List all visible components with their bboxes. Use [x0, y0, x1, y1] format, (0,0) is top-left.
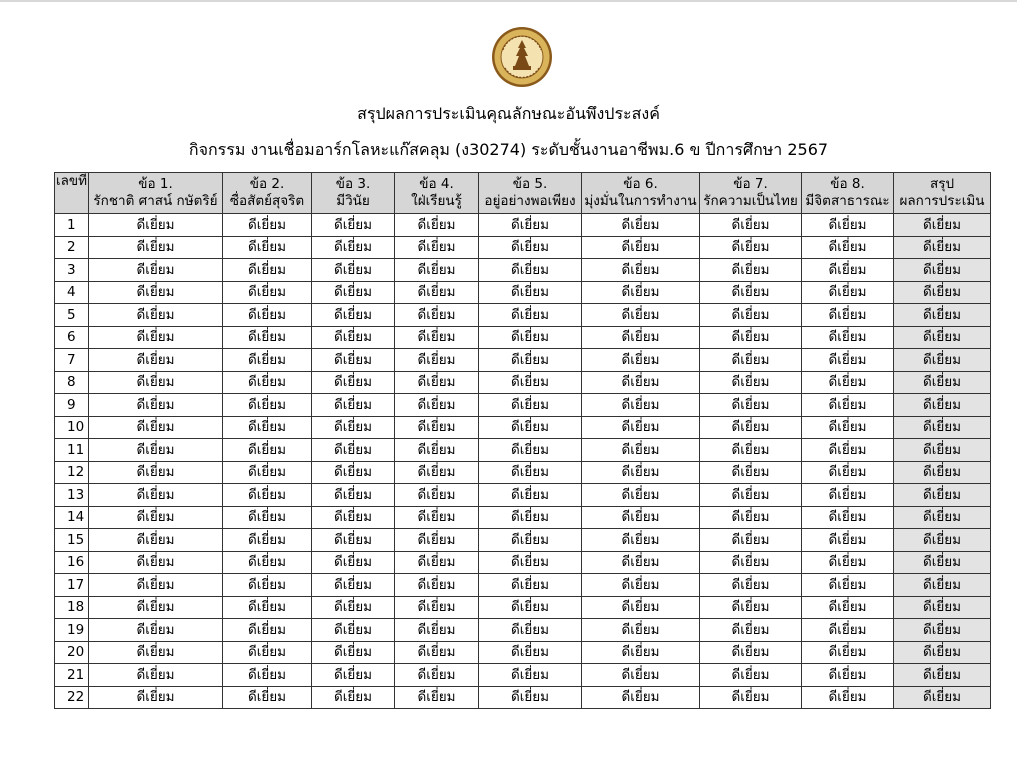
cell-item-4: ดีเยี่ยม — [395, 326, 479, 349]
cell-item-3: ดีเยี่ยม — [312, 641, 395, 664]
cell-item-2: ดีเยี่ยม — [223, 664, 312, 687]
cell-number: 6 — [55, 326, 89, 349]
cell-item-1: ดีเยี่ยม — [89, 281, 223, 304]
cell-item-8: ดีเยี่ยม — [802, 371, 894, 394]
cell-number: 17 — [55, 574, 89, 597]
column-header-line1: ข้อ 3. — [335, 176, 371, 192]
cell-summary: ดีเยี่ยม — [894, 574, 991, 597]
cell-number: 16 — [55, 551, 89, 574]
cell-item-2: ดีเยี่ยม — [223, 461, 312, 484]
table-row — [55, 596, 991, 619]
cell-item-7: ดีเยี่ยม — [700, 619, 802, 642]
cell-item-2: ดีเยี่ยม — [223, 214, 312, 237]
cell-item-7: ดีเยี่ยม — [700, 506, 802, 529]
column-header-item-1 — [89, 173, 223, 214]
table-row — [55, 484, 991, 507]
cell-item-2: ดีเยี่ยม — [223, 574, 312, 597]
column-header-item-8 — [802, 173, 894, 214]
cell-summary: ดีเยี่ยม — [894, 461, 991, 484]
cell-number: 11 — [55, 439, 89, 462]
table-row — [55, 259, 991, 282]
cell-item-3: ดีเยี่ยม — [312, 506, 395, 529]
cell-number: 10 — [55, 416, 89, 439]
cell-item-8: ดีเยี่ยม — [802, 574, 894, 597]
column-header-item-3 — [312, 173, 395, 214]
cell-item-2: ดีเยี่ยม — [223, 529, 312, 552]
cell-item-2: ดีเยี่ยม — [223, 259, 312, 282]
cell-item-3: ดีเยี่ยม — [312, 371, 395, 394]
cell-item-6: ดีเยี่ยม — [582, 304, 700, 327]
cell-item-8: ดีเยี่ยม — [802, 506, 894, 529]
table-row — [55, 304, 991, 327]
cell-item-8: ดีเยี่ยม — [802, 394, 894, 417]
cell-number: 20 — [55, 641, 89, 664]
cell-item-6: ดีเยี่ยม — [582, 349, 700, 372]
cell-item-6: ดีเยี่ยม — [582, 416, 700, 439]
table-row — [55, 619, 991, 642]
cell-item-3: ดีเยี่ยม — [312, 686, 395, 709]
cell-item-2: ดีเยี่ยม — [223, 416, 312, 439]
cell-item-1: ดีเยี่ยม — [89, 664, 223, 687]
cell-item-1: ดีเยี่ยม — [89, 326, 223, 349]
column-header-line2: มุ่งมั่นในการทำงาน — [584, 193, 697, 209]
cell-item-5: ดีเยี่ยม — [479, 416, 582, 439]
cell-item-8: ดีเยี่ยม — [802, 641, 894, 664]
cell-item-2: ดีเยี่ยม — [223, 349, 312, 372]
table-row — [55, 326, 991, 349]
cell-item-4: ดีเยี่ยม — [395, 371, 479, 394]
table-row — [55, 214, 991, 237]
cell-item-6: ดีเยี่ยม — [582, 371, 700, 394]
column-header-line2: ใฝ่เรียนรู้ — [411, 193, 462, 209]
cell-item-7: ดีเยี่ยม — [700, 349, 802, 372]
cell-item-8: ดีเยี่ยม — [802, 259, 894, 282]
cell-item-6: ดีเยี่ยม — [582, 551, 700, 574]
cell-summary: ดีเยี่ยม — [894, 326, 991, 349]
table-body — [55, 214, 991, 709]
column-header-item-4 — [395, 173, 479, 214]
column-header-line1: ข้อ 6. — [623, 176, 658, 192]
cell-item-7: ดีเยี่ยม — [700, 664, 802, 687]
cell-summary: ดีเยี่ยม — [894, 619, 991, 642]
cell-item-5: ดีเยี่ยม — [479, 619, 582, 642]
cell-item-2: ดีเยี่ยม — [223, 484, 312, 507]
cell-item-1: ดีเยี่ยม — [89, 394, 223, 417]
table-row — [55, 281, 991, 304]
cell-item-7: ดีเยี่ยม — [700, 641, 802, 664]
cell-summary: ดีเยี่ยม — [894, 596, 991, 619]
page-top-rule — [0, 0, 1017, 2]
cell-item-6: ดีเยี่ยม — [582, 686, 700, 709]
column-header-line2: มีวินัย — [336, 193, 370, 209]
cell-item-3: ดีเยี่ยม — [312, 304, 395, 327]
cell-item-6: ดีเยี่ยม — [582, 236, 700, 259]
cell-item-5: ดีเยี่ยม — [479, 484, 582, 507]
cell-item-4: ดีเยี่ยม — [395, 551, 479, 574]
cell-number: 8 — [55, 371, 89, 394]
cell-number: 15 — [55, 529, 89, 552]
cell-item-3: ดีเยี่ยม — [312, 619, 395, 642]
cell-item-7: ดีเยี่ยม — [700, 574, 802, 597]
cell-number: 21 — [55, 664, 89, 687]
cell-item-8: ดีเยี่ยม — [802, 439, 894, 462]
cell-number: 18 — [55, 596, 89, 619]
cell-item-7: ดีเยี่ยม — [700, 484, 802, 507]
column-header-line1: ข้อ 4. — [419, 176, 454, 192]
column-header-line2: รักชาติ ศาสน์ กษัตริย์ — [93, 193, 218, 209]
column-header-line1: เลขที่ — [55, 173, 87, 189]
cell-item-3: ดีเยี่ยม — [312, 551, 395, 574]
cell-item-8: ดีเยี่ยม — [802, 416, 894, 439]
table-row — [55, 686, 991, 709]
column-header-item-6 — [582, 173, 700, 214]
cell-item-5: ดีเยี่ยม — [479, 664, 582, 687]
cell-item-1: ดีเยี่ยม — [89, 371, 223, 394]
cell-number: 1 — [55, 214, 89, 237]
cell-item-5: ดีเยี่ยม — [479, 371, 582, 394]
report-title: สรุปผลการประเมินคุณลักษณะอันพึงประสงค์ — [357, 104, 660, 123]
cell-item-1: ดีเยี่ยม — [89, 529, 223, 552]
report-subtitle: กิจกรรม งานเชื่อมอาร์กโลหะแก๊สคลุม (ง30274) ระดับชั้นงานอาชีพม.6 ข ปีการศึกษา 2567 — [188, 140, 829, 159]
cell-item-5: ดีเยี่ยม — [479, 641, 582, 664]
cell-item-7: ดีเยี่ยม — [700, 529, 802, 552]
column-header-number — [55, 173, 89, 214]
cell-item-5: ดีเยี่ยม — [479, 304, 582, 327]
cell-item-4: ดีเยี่ยม — [395, 506, 479, 529]
cell-item-4: ดีเยี่ยม — [395, 461, 479, 484]
cell-item-4: ดีเยี่ยม — [395, 281, 479, 304]
cell-item-2: ดีเยี่ยม — [223, 394, 312, 417]
table-row — [55, 506, 991, 529]
cell-summary: ดีเยี่ยม — [894, 214, 991, 237]
cell-item-6: ดีเยี่ยม — [582, 439, 700, 462]
column-header-item-7 — [700, 173, 802, 214]
cell-item-3: ดีเยี่ยม — [312, 484, 395, 507]
cell-item-4: ดีเยี่ยม — [395, 214, 479, 237]
cell-item-7: ดีเยี่ยม — [700, 236, 802, 259]
table-header — [55, 173, 991, 214]
cell-item-3: ดีเยี่ยม — [312, 394, 395, 417]
column-header-line2: ผลการประเมิน — [899, 193, 985, 209]
cell-number: 13 — [55, 484, 89, 507]
cell-item-5: ดีเยี่ยม — [479, 281, 582, 304]
cell-item-3: ดีเยี่ยม — [312, 326, 395, 349]
cell-item-7: ดีเยี่ยม — [700, 439, 802, 462]
table-row — [55, 236, 991, 259]
cell-item-3: ดีเยี่ยม — [312, 214, 395, 237]
cell-summary: ดีเยี่ยม — [894, 551, 991, 574]
cell-item-7: ดีเยี่ยม — [700, 304, 802, 327]
cell-item-4: ดีเยี่ยม — [395, 304, 479, 327]
cell-summary: ดีเยี่ยม — [894, 304, 991, 327]
column-header-item-2 — [223, 173, 312, 214]
table-row — [55, 439, 991, 462]
cell-summary: ดีเยี่ยม — [894, 349, 991, 372]
cell-item-1: ดีเยี่ยม — [89, 641, 223, 664]
cell-item-6: ดีเยี่ยม — [582, 281, 700, 304]
cell-item-5: ดีเยี่ยม — [479, 596, 582, 619]
table-row — [55, 371, 991, 394]
cell-item-1: ดีเยี่ยม — [89, 416, 223, 439]
column-header-item-5 — [479, 173, 582, 214]
cell-item-2: ดีเยี่ยม — [223, 304, 312, 327]
cell-item-5: ดีเยี่ยม — [479, 236, 582, 259]
cell-item-5: ดีเยี่ยม — [479, 439, 582, 462]
cell-item-6: ดีเยี่ยม — [582, 394, 700, 417]
cell-item-4: ดีเยี่ยม — [395, 484, 479, 507]
cell-number: 3 — [55, 259, 89, 282]
cell-summary: ดีเยี่ยม — [894, 371, 991, 394]
table-header-row — [55, 173, 991, 214]
cell-item-4: ดีเยี่ยม — [395, 529, 479, 552]
cell-item-3: ดีเยี่ยม — [312, 236, 395, 259]
table-row — [55, 416, 991, 439]
table-row — [55, 529, 991, 552]
cell-item-8: ดีเยี่ยม — [802, 484, 894, 507]
cell-summary: ดีเยี่ยม — [894, 394, 991, 417]
school-seal-logo — [491, 26, 553, 88]
column-header-line1: ข้อ 5. — [512, 176, 548, 192]
column-header-line1: ข้อ 7. — [733, 176, 768, 192]
cell-item-4: ดีเยี่ยม — [395, 686, 479, 709]
cell-item-3: ดีเยี่ยม — [312, 529, 395, 552]
cell-item-1: ดีเยี่ยม — [89, 686, 223, 709]
cell-item-7: ดีเยี่ยม — [700, 371, 802, 394]
cell-item-6: ดีเยี่ยม — [582, 484, 700, 507]
cell-item-8: ดีเยี่ยม — [802, 304, 894, 327]
cell-item-6: ดีเยี่ยม — [582, 664, 700, 687]
cell-item-8: ดีเยี่ยม — [802, 619, 894, 642]
cell-item-5: ดีเยี่ยม — [479, 529, 582, 552]
cell-item-3: ดีเยี่ยม — [312, 416, 395, 439]
cell-item-2: ดีเยี่ยม — [223, 506, 312, 529]
cell-item-4: ดีเยี่ยม — [395, 259, 479, 282]
cell-summary: ดีเยี่ยม — [894, 686, 991, 709]
cell-number: 5 — [55, 304, 89, 327]
cell-item-8: ดีเยี่ยม — [802, 326, 894, 349]
cell-item-3: ดีเยี่ยม — [312, 664, 395, 687]
cell-item-2: ดีเยี่ยม — [223, 371, 312, 394]
cell-item-7: ดีเยี่ยม — [700, 416, 802, 439]
cell-item-7: ดีเยี่ยม — [700, 686, 802, 709]
cell-item-8: ดีเยี่ยม — [802, 349, 894, 372]
cell-number: 12 — [55, 461, 89, 484]
cell-item-6: ดีเยี่ยม — [582, 619, 700, 642]
cell-item-4: ดีเยี่ยม — [395, 619, 479, 642]
cell-item-7: ดีเยี่ยม — [700, 259, 802, 282]
assessment-table — [54, 172, 991, 709]
cell-item-8: ดีเยี่ยม — [802, 686, 894, 709]
cell-summary: ดีเยี่ยม — [894, 416, 991, 439]
column-header-line1: ข้อ 8. — [830, 176, 865, 192]
cell-summary: ดีเยี่ยม — [894, 236, 991, 259]
cell-item-5: ดีเยี่ยม — [479, 551, 582, 574]
column-header-summary — [894, 173, 991, 214]
cell-item-8: ดีเยี่ยม — [802, 664, 894, 687]
cell-summary: ดีเยี่ยม — [894, 439, 991, 462]
table-row — [55, 461, 991, 484]
cell-item-6: ดีเยี่ยม — [582, 326, 700, 349]
cell-number: 7 — [55, 349, 89, 372]
cell-item-4: ดีเยี่ยม — [395, 596, 479, 619]
cell-summary: ดีเยี่ยม — [894, 664, 991, 687]
cell-item-5: ดีเยี่ยม — [479, 349, 582, 372]
cell-item-3: ดีเยี่ยม — [312, 281, 395, 304]
cell-item-2: ดีเยี่ยม — [223, 641, 312, 664]
cell-item-6: ดีเยี่ยม — [582, 461, 700, 484]
cell-item-1: ดีเยี่ยม — [89, 304, 223, 327]
cell-item-3: ดีเยี่ยม — [312, 439, 395, 462]
cell-item-4: ดีเยี่ยม — [395, 641, 479, 664]
cell-item-4: ดีเยี่ยม — [395, 574, 479, 597]
cell-item-2: ดีเยี่ยม — [223, 551, 312, 574]
cell-item-8: ดีเยี่ยม — [802, 214, 894, 237]
column-header-line2: มีจิตสาธารณะ — [805, 193, 890, 209]
cell-item-7: ดีเยี่ยม — [700, 326, 802, 349]
column-header-line2: ซื่อสัตย์สุจริต — [229, 193, 305, 209]
cell-item-4: ดีเยี่ยม — [395, 416, 479, 439]
cell-item-2: ดีเยี่ยม — [223, 281, 312, 304]
cell-item-1: ดีเยี่ยม — [89, 484, 223, 507]
cell-item-1: ดีเยี่ยม — [89, 439, 223, 462]
cell-item-2: ดีเยี่ยม — [223, 619, 312, 642]
cell-number: 4 — [55, 281, 89, 304]
cell-summary: ดีเยี่ยม — [894, 281, 991, 304]
cell-summary: ดีเยี่ยม — [894, 506, 991, 529]
cell-item-8: ดีเยี่ยม — [802, 281, 894, 304]
cell-item-8: ดีเยี่ยม — [802, 236, 894, 259]
cell-summary: ดีเยี่ยม — [894, 259, 991, 282]
cell-item-6: ดีเยี่ยม — [582, 506, 700, 529]
cell-number: 2 — [55, 236, 89, 259]
cell-number: 22 — [55, 686, 89, 709]
cell-item-8: ดีเยี่ยม — [802, 551, 894, 574]
cell-item-5: ดีเยี่ยม — [479, 259, 582, 282]
cell-item-1: ดีเยี่ยม — [89, 349, 223, 372]
cell-item-1: ดีเยี่ยม — [89, 574, 223, 597]
cell-item-4: ดีเยี่ยม — [395, 664, 479, 687]
cell-item-7: ดีเยี่ยม — [700, 461, 802, 484]
cell-item-8: ดีเยี่ยม — [802, 596, 894, 619]
cell-number: 9 — [55, 394, 89, 417]
cell-item-2: ดีเยี่ยม — [223, 326, 312, 349]
cell-item-3: ดีเยี่ยม — [312, 574, 395, 597]
table-row — [55, 574, 991, 597]
cell-item-5: ดีเยี่ยม — [479, 326, 582, 349]
cell-item-7: ดีเยี่ยม — [700, 281, 802, 304]
cell-item-2: ดีเยี่ยม — [223, 439, 312, 462]
cell-item-4: ดีเยี่ยม — [395, 439, 479, 462]
cell-item-1: ดีเยี่ยม — [89, 236, 223, 259]
cell-item-6: ดีเยี่ยม — [582, 259, 700, 282]
table-row — [55, 349, 991, 372]
cell-item-1: ดีเยี่ยม — [89, 619, 223, 642]
cell-item-2: ดีเยี่ยม — [223, 236, 312, 259]
cell-summary: ดีเยี่ยม — [894, 641, 991, 664]
cell-item-5: ดีเยี่ยม — [479, 394, 582, 417]
cell-summary: ดีเยี่ยม — [894, 529, 991, 552]
cell-item-6: ดีเยี่ยม — [582, 214, 700, 237]
column-header-line2: รักความเป็นไทย — [703, 193, 798, 209]
cell-item-1: ดีเยี่ยม — [89, 214, 223, 237]
cell-item-5: ดีเยี่ยม — [479, 461, 582, 484]
column-header-line1: ข้อ 1. — [138, 176, 173, 192]
table-row — [55, 664, 991, 687]
cell-item-3: ดีเยี่ยม — [312, 349, 395, 372]
cell-item-4: ดีเยี่ยม — [395, 394, 479, 417]
cell-item-3: ดีเยี่ยม — [312, 259, 395, 282]
cell-item-1: ดีเยี่ยม — [89, 596, 223, 619]
cell-item-5: ดีเยี่ยม — [479, 686, 582, 709]
cell-item-1: ดีเยี่ยม — [89, 506, 223, 529]
cell-item-1: ดีเยี่ยม — [89, 259, 223, 282]
cell-item-8: ดีเยี่ยม — [802, 529, 894, 552]
cell-item-7: ดีเยี่ยม — [700, 214, 802, 237]
cell-item-6: ดีเยี่ยม — [582, 641, 700, 664]
cell-item-1: ดีเยี่ยม — [89, 551, 223, 574]
cell-item-6: ดีเยี่ยม — [582, 596, 700, 619]
column-header-line2: อยู่อย่างพอเพียง — [484, 193, 576, 209]
column-header-line1: ข้อ 2. — [249, 176, 285, 192]
cell-item-2: ดีเยี่ยม — [223, 686, 312, 709]
cell-item-5: ดีเยี่ยม — [479, 506, 582, 529]
cell-item-5: ดีเยี่ยม — [479, 574, 582, 597]
cell-summary: ดีเยี่ยม — [894, 484, 991, 507]
cell-item-7: ดีเยี่ยม — [700, 551, 802, 574]
cell-item-2: ดีเยี่ยม — [223, 596, 312, 619]
table-row — [55, 551, 991, 574]
cell-item-4: ดีเยี่ยม — [395, 236, 479, 259]
cell-item-3: ดีเยี่ยม — [312, 596, 395, 619]
cell-number: 19 — [55, 619, 89, 642]
column-header-line1: สรุป — [929, 176, 955, 192]
table-row — [55, 394, 991, 417]
table-row — [55, 641, 991, 664]
cell-item-8: ดีเยี่ยม — [802, 461, 894, 484]
cell-item-3: ดีเยี่ยม — [312, 461, 395, 484]
cell-item-1: ดีเยี่ยม — [89, 461, 223, 484]
cell-number: 14 — [55, 506, 89, 529]
cell-item-4: ดีเยี่ยม — [395, 349, 479, 372]
cell-item-6: ดีเยี่ยม — [582, 529, 700, 552]
cell-item-7: ดีเยี่ยม — [700, 394, 802, 417]
cell-item-6: ดีเยี่ยม — [582, 574, 700, 597]
cell-item-5: ดีเยี่ยม — [479, 214, 582, 237]
cell-item-7: ดีเยี่ยม — [700, 596, 802, 619]
